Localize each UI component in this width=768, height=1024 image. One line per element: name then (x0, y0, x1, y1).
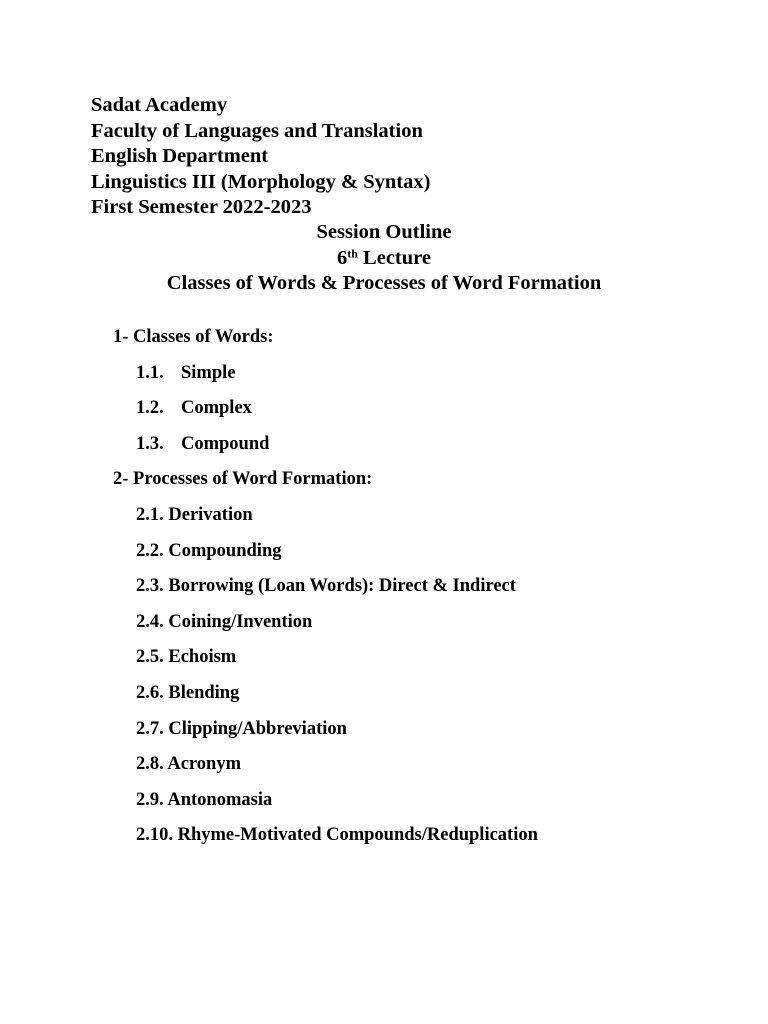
lecture-number: 6 (337, 246, 348, 269)
lecture-topic: Classes of Words & Processes of Word Formation (166, 272, 602, 294)
list-item: 2.9. Antonomasia (136, 789, 273, 810)
list-item (0, 360, 768, 396)
list-item (0, 395, 768, 431)
lecture-ordinal-suffix: th (347, 245, 358, 260)
list-item-number: 1.2. (136, 398, 164, 419)
course-name: Linguistics III (Morphology & Syntax) (91, 170, 431, 193)
session-outline-list (0, 324, 768, 858)
faculty-name: Faculty of Languages and Translation (91, 119, 423, 142)
list-item: 2.1. Derivation (136, 504, 253, 525)
list-item-number: 1.3. (136, 433, 164, 454)
list-item: 2.8. Acronym (136, 754, 242, 775)
list-item: 2.10. Rhyme-Motivated Compounds/Reduplication (136, 825, 538, 846)
institution-name: Sadat Academy (91, 94, 228, 116)
list-item: 2.5. Echoism (136, 647, 237, 668)
section-heading-processes: 2- Processes of Word Formation: (113, 469, 373, 490)
semester-line: First Semester 2022-2023 (91, 196, 312, 218)
list-item-text: Simple (181, 362, 236, 383)
list-item-text: Complex (181, 398, 252, 419)
title-block (0, 220, 768, 297)
list-item-text: Compound (181, 433, 270, 454)
document-header (91, 93, 430, 221)
section-heading-classes: 1- Classes of Words: (113, 327, 274, 347)
list-item: 2.3. Borrowing (Loan Words): Direct & Indirect (136, 576, 516, 597)
lecture-line (0, 246, 768, 272)
session-outline-title: Session Outline (316, 221, 452, 243)
list-item: 2.4. Coining/Invention (136, 611, 313, 632)
list-item: 2.2. Compounding (136, 540, 282, 561)
list-item (0, 431, 768, 467)
list-item: 2.7. Clipping/Abbreviation (136, 718, 347, 739)
list-item: 2.6. Blending (136, 682, 240, 703)
lecture-word: Lecture (363, 246, 431, 269)
list-item-number: 1.1. (136, 362, 164, 383)
department-name: English Department (91, 145, 269, 167)
